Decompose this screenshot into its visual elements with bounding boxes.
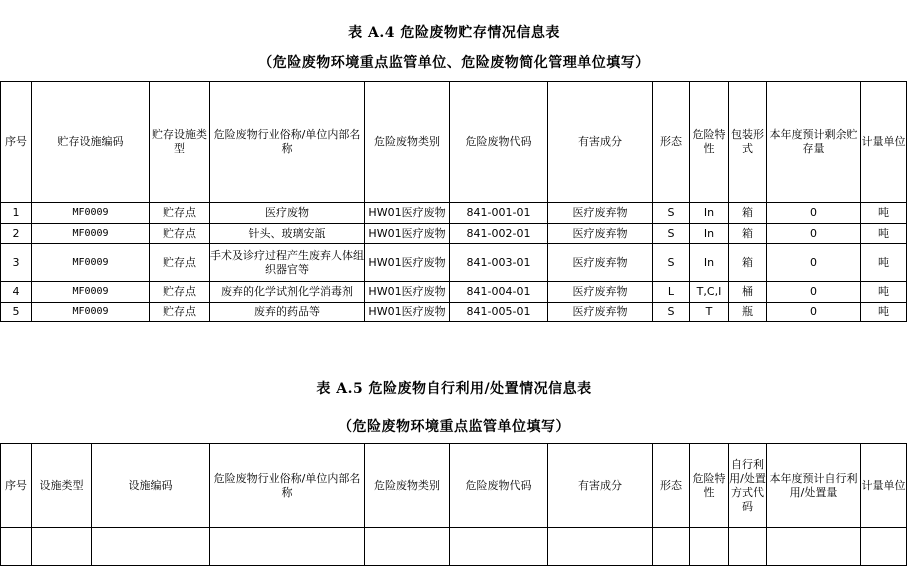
cell: 贮存点	[150, 224, 210, 244]
cell: 箱	[729, 203, 767, 224]
cell: 医疗废弃物	[548, 203, 653, 224]
header-cell: 计量单位	[861, 444, 907, 528]
table-a5-header-row	[1, 444, 907, 528]
cell: 医疗废弃物	[548, 303, 653, 322]
cell: 841-005-01	[450, 303, 548, 322]
cell: 针头、玻璃安瓿	[210, 224, 365, 244]
empty-cell	[210, 528, 365, 566]
cell: 0	[767, 244, 861, 282]
cell: 废弃的药品等	[210, 303, 365, 322]
cell: 医疗废物	[210, 203, 365, 224]
cell: HW01医疗废物	[365, 203, 450, 224]
cell: 箱	[729, 224, 767, 244]
cell: 841-004-01	[450, 282, 548, 303]
header-cell: 危险特性	[690, 444, 729, 528]
cell: S	[653, 244, 690, 282]
empty-cell	[767, 528, 861, 566]
table-row	[1, 224, 907, 244]
cell: L	[653, 282, 690, 303]
cell: 贮存点	[150, 244, 210, 282]
header-cell: 有害成分	[548, 444, 653, 528]
cell: MF0009	[32, 244, 150, 282]
empty-cell	[690, 528, 729, 566]
cell: 吨	[861, 244, 907, 282]
empty-cell	[450, 528, 548, 566]
cell: 1	[1, 203, 32, 224]
empty-cell	[729, 528, 767, 566]
cell: 吨	[861, 303, 907, 322]
cell: 吨	[861, 282, 907, 303]
table-a4-subtitle: （危险废物环境重点监管单位、危险废物简化管理单位填写）	[258, 55, 650, 71]
header-cell: 贮存设施类型	[150, 82, 210, 203]
cell: 桶	[729, 282, 767, 303]
table-row	[1, 244, 907, 282]
cell: MF0009	[32, 282, 150, 303]
empty-cell	[365, 528, 450, 566]
cell: 医疗废弃物	[548, 224, 653, 244]
cell: 3	[1, 244, 32, 282]
cell: HW01医疗废物	[365, 282, 450, 303]
cell: S	[653, 303, 690, 322]
cell: MF0009	[32, 224, 150, 244]
header-cell: 有害成分	[548, 82, 653, 203]
header-cell: 自行利用/处置方式代码	[729, 444, 767, 528]
cell: 贮存点	[150, 303, 210, 322]
table-a5	[0, 443, 907, 566]
cell: 0	[767, 282, 861, 303]
cell: 医疗废弃物	[548, 282, 653, 303]
cell: 2	[1, 224, 32, 244]
cell: 吨	[861, 203, 907, 224]
cell: T	[690, 303, 729, 322]
cell: 箱	[729, 244, 767, 282]
table-row	[1, 303, 907, 322]
header-cell: 危险废物代码	[450, 82, 548, 203]
cell: 4	[1, 282, 32, 303]
empty-cell	[1, 528, 32, 566]
header-cell: 贮存设施编码	[32, 82, 150, 203]
table-row	[1, 203, 907, 224]
header-cell: 危险废物类别	[365, 82, 450, 203]
header-cell: 计量单位	[861, 82, 907, 203]
cell: 手术及诊疗过程产生废弃人体组织器官等	[210, 244, 365, 282]
cell: In	[690, 224, 729, 244]
cell: 841-003-01	[450, 244, 548, 282]
cell: 吨	[861, 224, 907, 244]
table-a4	[0, 81, 907, 322]
table-row	[1, 528, 907, 566]
cell: In	[690, 203, 729, 224]
header-cell: 序号	[1, 82, 32, 203]
header-cell: 形态	[653, 82, 690, 203]
cell: T,C,I	[690, 282, 729, 303]
table-a5-title: 表 A.5 危险废物自行利用/处置情况信息表	[316, 381, 592, 397]
table-a4-title: 表 A.4 危险废物贮存情况信息表	[348, 25, 560, 41]
empty-cell	[861, 528, 907, 566]
header-cell: 危险废物行业俗称/单位内部名称	[210, 444, 365, 528]
cell: 医疗废弃物	[548, 244, 653, 282]
table-row	[1, 282, 907, 303]
cell: 0	[767, 224, 861, 244]
header-cell: 本年度预计剩余贮存量	[767, 82, 861, 203]
header-cell: 设施编码	[92, 444, 210, 528]
empty-cell	[653, 528, 690, 566]
cell: HW01医疗废物	[365, 224, 450, 244]
empty-cell	[32, 528, 92, 566]
header-cell: 设施类型	[32, 444, 92, 528]
header-cell: 危险特性	[690, 82, 729, 203]
header-cell: 危险废物代码	[450, 444, 548, 528]
cell: In	[690, 244, 729, 282]
cell: MF0009	[32, 303, 150, 322]
header-cell: 包装形式	[729, 82, 767, 203]
header-cell: 危险废物类别	[365, 444, 450, 528]
cell: 废弃的化学试剂化学消毒剂	[210, 282, 365, 303]
cell: 0	[767, 203, 861, 224]
cell: S	[653, 224, 690, 244]
cell: HW01医疗废物	[365, 244, 450, 282]
cell: MF0009	[32, 203, 150, 224]
table-a5-subtitle: （危险废物环境重点监管单位填写）	[338, 419, 570, 435]
header-cell: 危险废物行业俗称/单位内部名称	[210, 82, 365, 203]
cell: 5	[1, 303, 32, 322]
cell: 瓶	[729, 303, 767, 322]
cell: 841-002-01	[450, 224, 548, 244]
empty-cell	[548, 528, 653, 566]
empty-cell	[92, 528, 210, 566]
header-cell: 序号	[1, 444, 32, 528]
cell: 贮存点	[150, 282, 210, 303]
header-cell: 形态	[653, 444, 690, 528]
cell: 0	[767, 303, 861, 322]
header-cell: 本年度预计自行利用/处置量	[767, 444, 861, 528]
cell: 贮存点	[150, 203, 210, 224]
cell: S	[653, 203, 690, 224]
cell: HW01医疗废物	[365, 303, 450, 322]
cell: 841-001-01	[450, 203, 548, 224]
table-a4-header-row	[1, 82, 907, 203]
